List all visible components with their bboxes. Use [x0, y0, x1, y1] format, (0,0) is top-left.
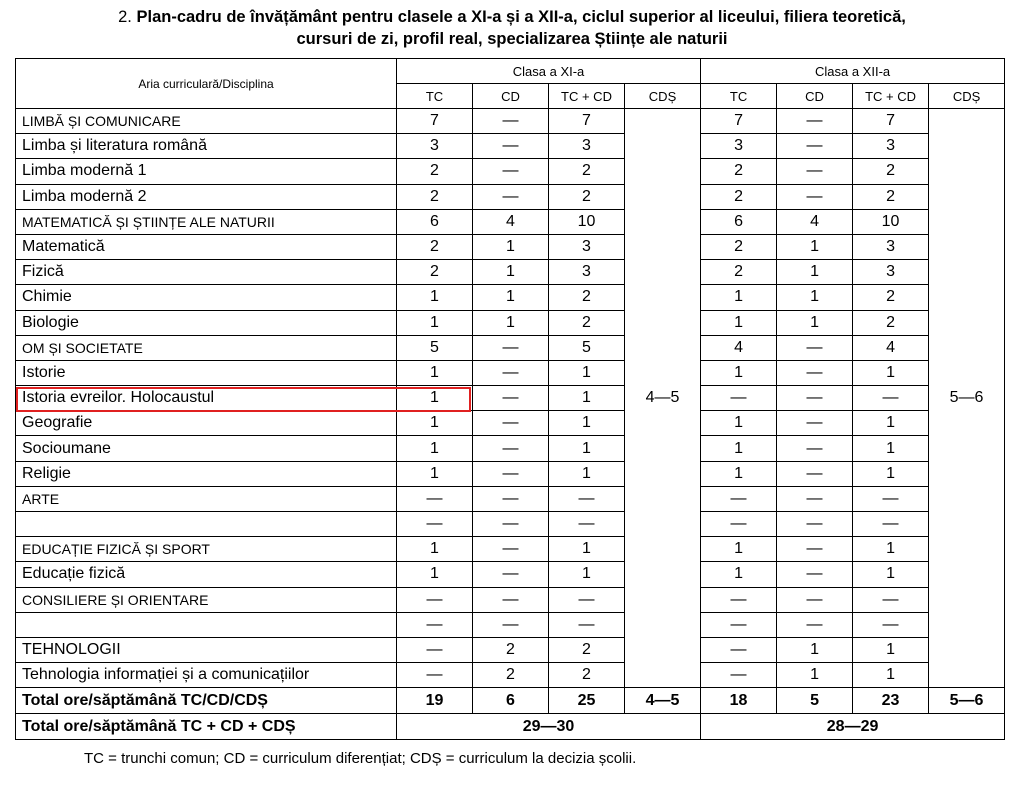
cell-tccd-11: 2: [549, 184, 625, 209]
table-row: [16, 663, 1005, 688]
cell-tccd-11: —: [549, 486, 625, 511]
table-row: [16, 360, 1005, 385]
total-1-cds-12: 5—6: [929, 688, 1005, 714]
cell-cd-12: 1: [777, 310, 853, 335]
cell-tc-12: 1: [701, 411, 777, 436]
table-row: [16, 587, 1005, 612]
discipline-name: TEHNOLOGII: [16, 637, 397, 662]
cell-tc-12: 7: [701, 109, 777, 134]
cell-tccd-11: —: [549, 587, 625, 612]
table-body: [16, 109, 1005, 740]
table-row: [16, 209, 1005, 234]
cell-cd-11: 2: [473, 663, 549, 688]
table-row: [16, 637, 1005, 662]
cell-tccd-11: —: [549, 512, 625, 537]
cell-tccd-11: 3: [549, 260, 625, 285]
cell-cd-12: —: [777, 537, 853, 562]
discipline-name: Geografie: [16, 411, 397, 436]
cell-tc-11: 2: [397, 159, 473, 184]
table-row: [16, 184, 1005, 209]
discipline-name: LIMBĂ ȘI COMUNICARE: [16, 109, 397, 134]
table-row: [16, 537, 1005, 562]
cell-tccd-11: 2: [549, 637, 625, 662]
cell-cd-11: 1: [473, 234, 549, 259]
total-1-label: Total ore/săptămână TC/CD/CDȘ: [16, 688, 397, 714]
cell-cd-11: —: [473, 109, 549, 134]
cell-cd-11: —: [473, 612, 549, 637]
cell-tccd-11: 3: [549, 234, 625, 259]
cell-cd-11: 2: [473, 637, 549, 662]
cell-tccd-11: 10: [549, 209, 625, 234]
cell-tccd-11: 1: [549, 411, 625, 436]
discipline-name: Biologie: [16, 310, 397, 335]
cell-tc-12: 1: [701, 310, 777, 335]
cell-cd-12: 1: [777, 260, 853, 285]
cell-tc-11: —: [397, 663, 473, 688]
discipline-name: OM ȘI SOCIETATE: [16, 335, 397, 360]
cell-tccd-12: 1: [853, 436, 929, 461]
cell-tc-12: 2: [701, 159, 777, 184]
cell-cd-11: 1: [473, 310, 549, 335]
header-class-12: Clasa a XII-a: [701, 59, 1005, 84]
cell-tccd-12: 4: [853, 335, 929, 360]
cell-tc-11: 1: [397, 461, 473, 486]
legend: TC = trunchi comun; CD = curriculum diferențiat; CDȘ = curriculum la decizia școlii.: [84, 750, 637, 767]
cell-tc-12: 2: [701, 260, 777, 285]
cell-cd-12: —: [777, 486, 853, 511]
cell-tccd-12: 1: [853, 461, 929, 486]
table-row: [16, 411, 1005, 436]
cell-cd-11: —: [473, 184, 549, 209]
table-row: [16, 461, 1005, 486]
cell-cd-11: 4: [473, 209, 549, 234]
cell-cd-12: —: [777, 562, 853, 587]
cell-tc-11: 1: [397, 310, 473, 335]
header-sub-cds-12: CDȘ: [929, 84, 1005, 109]
total-row-2: [16, 714, 1005, 740]
cell-tccd-12: 3: [853, 134, 929, 159]
cell-cd-12: —: [777, 411, 853, 436]
discipline-name: Istorie: [16, 360, 397, 385]
cell-tc-12: 1: [701, 285, 777, 310]
table-row: [16, 134, 1005, 159]
cell-tccd-11: 3: [549, 134, 625, 159]
cell-tccd-12: —: [853, 512, 929, 537]
total-1-cd-12: 5: [777, 688, 853, 714]
curriculum-table: [15, 58, 1005, 740]
cell-tc-11: 2: [397, 234, 473, 259]
cell-tc-12: 4: [701, 335, 777, 360]
table-row: [16, 612, 1005, 637]
cell-tc-11: 1: [397, 411, 473, 436]
cell-cd-12: 1: [777, 637, 853, 662]
cell-cds-11: 4—5: [625, 109, 701, 688]
table-row: [16, 512, 1005, 537]
cell-tccd-12: 1: [853, 537, 929, 562]
cell-tc-11: 5: [397, 335, 473, 360]
header-sub-tccd-12: TC + CD: [853, 84, 929, 109]
discipline-name: ARTE: [16, 486, 397, 511]
cell-tccd-11: 2: [549, 159, 625, 184]
cell-cd-12: —: [777, 386, 853, 411]
cell-tccd-11: 1: [549, 537, 625, 562]
cell-cds-12: 5—6: [929, 109, 1005, 688]
title-text-line-1: Plan-cadru de învățământ pentru clasele a XI-a și a XII-a, ciclul superior al liceului, filiera teoretică,: [136, 8, 906, 26]
cell-cd-11: —: [473, 436, 549, 461]
cell-tc-11: —: [397, 486, 473, 511]
cell-tccd-12: —: [853, 486, 929, 511]
cell-tccd-11: 2: [549, 663, 625, 688]
cell-tc-12: 1: [701, 461, 777, 486]
cell-tccd-12: 1: [853, 637, 929, 662]
header-sub-tc-12: TC: [701, 84, 777, 109]
total-1-tc-11: 19: [397, 688, 473, 714]
cell-tc-12: 1: [701, 537, 777, 562]
cell-cd-12: —: [777, 587, 853, 612]
cell-tc-12: 1: [701, 436, 777, 461]
cell-cd-12: —: [777, 436, 853, 461]
cell-tc-11: 2: [397, 184, 473, 209]
cell-tccd-12: 3: [853, 260, 929, 285]
title-text-line-2: cursuri de zi, profil real, specializarea Științe ale naturii: [296, 30, 728, 48]
cell-tc-11: —: [397, 587, 473, 612]
cell-cd-11: —: [473, 386, 549, 411]
total-1-tccd-11: 25: [549, 688, 625, 714]
total-2-class-12: 28—29: [701, 714, 1005, 740]
header-sub-tc-11: TC: [397, 84, 473, 109]
discipline-name: Educație fizică: [16, 562, 397, 587]
cell-cd-11: —: [473, 512, 549, 537]
cell-cd-12: —: [777, 512, 853, 537]
cell-tccd-11: 2: [549, 285, 625, 310]
table-row: [16, 436, 1005, 461]
cell-tc-12: 1: [701, 562, 777, 587]
cell-tccd-12: 2: [853, 184, 929, 209]
discipline-name: EDUCAȚIE FIZICĂ ȘI SPORT: [16, 537, 397, 562]
cell-tccd-11: 2: [549, 310, 625, 335]
cell-tccd-12: —: [853, 612, 929, 637]
cell-tccd-11: 5: [549, 335, 625, 360]
cell-tc-12: 1: [701, 360, 777, 385]
cell-tccd-11: 1: [549, 461, 625, 486]
cell-cd-11: —: [473, 486, 549, 511]
header-sub-cds-11: CDȘ: [625, 84, 701, 109]
cell-tccd-12: 2: [853, 159, 929, 184]
total-1-cds-11: 4—5: [625, 688, 701, 714]
cell-tc-11: 1: [397, 436, 473, 461]
cell-cd-11: —: [473, 159, 549, 184]
total-1-tccd-12: 23: [853, 688, 929, 714]
title-line-1: [0, 6, 1024, 28]
cell-tc-12: 2: [701, 234, 777, 259]
cell-cd-11: —: [473, 134, 549, 159]
cell-tccd-12: 1: [853, 663, 929, 688]
cell-tccd-11: 1: [549, 360, 625, 385]
table-row: [16, 335, 1005, 360]
cell-tc-11: 1: [397, 537, 473, 562]
cell-cd-12: —: [777, 109, 853, 134]
table-row: [16, 159, 1005, 184]
cell-cd-12: —: [777, 184, 853, 209]
cell-cd-11: —: [473, 411, 549, 436]
cell-cd-12: —: [777, 360, 853, 385]
discipline-name: Chimie: [16, 285, 397, 310]
header-sub-cd-11: CD: [473, 84, 549, 109]
cell-tccd-12: 2: [853, 310, 929, 335]
cell-tc-11: 1: [397, 285, 473, 310]
discipline-name: CONSILIERE ȘI ORIENTARE: [16, 587, 397, 612]
cell-cd-12: —: [777, 612, 853, 637]
cell-tc-11: 7: [397, 109, 473, 134]
cell-tc-11: 1: [397, 386, 473, 411]
cell-cd-12: 1: [777, 285, 853, 310]
discipline-name: [16, 612, 397, 637]
cell-tc-12: —: [701, 587, 777, 612]
header-aria: Aria curriculară/Disciplina: [16, 59, 397, 109]
header-row-1: [16, 59, 1005, 84]
cell-tccd-12: 3: [853, 234, 929, 259]
total-2-label: Total ore/săptămână TC + CD + CDȘ: [16, 714, 397, 740]
cell-cd-11: —: [473, 562, 549, 587]
cell-tccd-12: —: [853, 386, 929, 411]
cell-tc-11: —: [397, 612, 473, 637]
cell-tc-12: —: [701, 637, 777, 662]
cell-cd-12: 4: [777, 209, 853, 234]
discipline-name: Limba și literatura română: [16, 134, 397, 159]
discipline-name: Fizică: [16, 260, 397, 285]
cell-tc-12: —: [701, 386, 777, 411]
cell-tc-12: 3: [701, 134, 777, 159]
cell-tc-11: 1: [397, 562, 473, 587]
cell-tccd-11: 7: [549, 109, 625, 134]
cell-tccd-12: 1: [853, 562, 929, 587]
cell-tccd-12: 1: [853, 411, 929, 436]
table-row: [16, 260, 1005, 285]
table-row: [16, 310, 1005, 335]
cell-tc-12: —: [701, 612, 777, 637]
cell-cd-11: 1: [473, 260, 549, 285]
cell-tc-11: 6: [397, 209, 473, 234]
cell-cd-11: —: [473, 335, 549, 360]
cell-cd-12: —: [777, 159, 853, 184]
cell-cd-12: —: [777, 335, 853, 360]
discipline-name: Istoria evreilor. Holocaustul: [16, 386, 397, 411]
cell-tccd-11: 1: [549, 436, 625, 461]
title-number: 2.: [118, 8, 132, 26]
table-row: [16, 285, 1005, 310]
table-row: [16, 234, 1005, 259]
cell-tccd-12: 1: [853, 360, 929, 385]
cell-tccd-12: 2: [853, 285, 929, 310]
total-row-1: [16, 688, 1005, 714]
cell-cd-12: —: [777, 461, 853, 486]
discipline-name: Matematică: [16, 234, 397, 259]
cell-cd-12: —: [777, 134, 853, 159]
cell-tccd-11: 1: [549, 386, 625, 411]
discipline-name: Socioumane: [16, 436, 397, 461]
discipline-name: Tehnologia informației și a comunicațiilor: [16, 663, 397, 688]
cell-tc-12: 6: [701, 209, 777, 234]
cell-tc-11: 1: [397, 360, 473, 385]
cell-tc-12: —: [701, 663, 777, 688]
cell-cd-11: 1: [473, 285, 549, 310]
header-class-11: Clasa a XI-a: [397, 59, 701, 84]
cell-tc-11: 3: [397, 134, 473, 159]
cell-cd-11: —: [473, 360, 549, 385]
discipline-name: MATEMATICĂ ȘI ȘTIINȚE ALE NATURII: [16, 209, 397, 234]
header-sub-tccd-11: TC + CD: [549, 84, 625, 109]
table-row: [16, 386, 1005, 411]
cell-tccd-12: —: [853, 587, 929, 612]
document-title: [0, 6, 1024, 50]
table-row: [16, 109, 1005, 134]
cell-tccd-12: 7: [853, 109, 929, 134]
discipline-name: Limba modernă 1: [16, 159, 397, 184]
total-1-cd-11: 6: [473, 688, 549, 714]
cell-cd-11: —: [473, 461, 549, 486]
discipline-name: [16, 512, 397, 537]
cell-tc-12: —: [701, 512, 777, 537]
cell-tccd-11: 1: [549, 562, 625, 587]
total-1-tc-12: 18: [701, 688, 777, 714]
cell-cd-12: 1: [777, 234, 853, 259]
cell-tc-11: 2: [397, 260, 473, 285]
discipline-name: Limba modernă 2: [16, 184, 397, 209]
table-row: [16, 486, 1005, 511]
cell-cd-11: —: [473, 537, 549, 562]
table-row: [16, 562, 1005, 587]
cell-tc-12: —: [701, 486, 777, 511]
total-2-class-11: 29—30: [397, 714, 701, 740]
discipline-name: Religie: [16, 461, 397, 486]
cell-tc-12: 2: [701, 184, 777, 209]
header-sub-cd-12: CD: [777, 84, 853, 109]
cell-tc-11: —: [397, 512, 473, 537]
cell-tccd-11: —: [549, 612, 625, 637]
cell-tc-11: —: [397, 637, 473, 662]
cell-cd-11: —: [473, 587, 549, 612]
cell-cd-12: 1: [777, 663, 853, 688]
cell-tccd-12: 10: [853, 209, 929, 234]
